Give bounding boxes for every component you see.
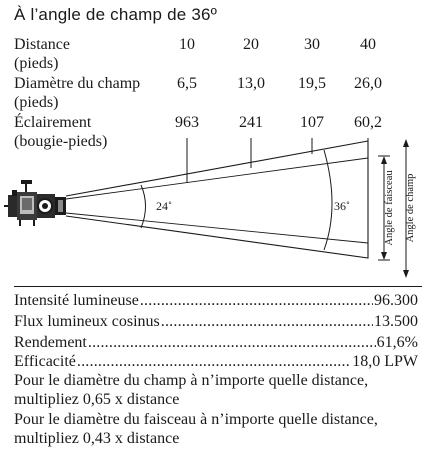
illuminance-value: 107 xyxy=(300,114,324,131)
field-diameter-value: 6,5 xyxy=(177,75,197,92)
page-title: À l’angle de champ de 36º xyxy=(14,5,218,24)
note-line: multipliez 0,65 x distance xyxy=(14,391,180,408)
beam-angle-label: Angle de faisceau xyxy=(384,170,395,246)
distance-value: 40 xyxy=(360,36,376,53)
outer-angle-label: 36˚ xyxy=(334,199,350,213)
leader-dots xyxy=(161,312,373,331)
field-diameter-value: 13,0 xyxy=(237,75,265,92)
spec-row-efficacy xyxy=(14,352,418,371)
divider xyxy=(14,286,422,287)
spec-label: Flux lumineux cosinus xyxy=(14,313,160,330)
field-angle-label: Angle de champ xyxy=(405,173,416,243)
spec-label: Intensité lumineuse xyxy=(14,292,139,309)
leader-dots xyxy=(140,291,373,310)
row-unit-distance: (pieds) xyxy=(14,55,59,72)
beam-edge-top xyxy=(66,158,368,199)
beam-diagram xyxy=(0,138,437,280)
leader-dots xyxy=(77,352,351,371)
luminaire-icon xyxy=(4,180,66,226)
illuminance-value: 241 xyxy=(239,114,263,131)
beam-edge-bottom xyxy=(66,213,368,243)
field-arrow-bottom xyxy=(403,270,409,278)
illuminance-value: 60,2 xyxy=(354,114,382,131)
row-label-distance: Distance xyxy=(14,36,70,53)
leader-dots xyxy=(88,333,376,352)
field-cone-outline xyxy=(66,141,368,258)
illuminance-value: 963 xyxy=(175,114,199,131)
row-unit-illuminance: (bougie-pieds) xyxy=(14,133,108,150)
distance-value: 20 xyxy=(243,36,259,53)
spec-value: 61,6% xyxy=(376,334,418,351)
field-diameter-value: 19,5 xyxy=(298,75,326,92)
distance-value: 10 xyxy=(179,36,195,53)
field-arrow-top xyxy=(403,139,409,147)
note-line: Pour le diamètre du faisceau à n’importe quelle distance, xyxy=(14,411,378,428)
note-line: multipliez 0,43 x distance xyxy=(14,430,180,447)
spec-row-efficiency xyxy=(14,333,418,352)
outer-angle-arc xyxy=(324,150,332,250)
note-line: Pour le diamètre du champ à n’importe quelle distance, xyxy=(14,372,369,389)
spec-value: 18,0 LPW xyxy=(352,353,418,370)
field-diameter-value: 26,0 xyxy=(354,75,382,92)
beam-arrow-top xyxy=(381,156,387,164)
inner-angle-label: 24˚ xyxy=(156,199,172,213)
spec-row-intensity xyxy=(14,291,418,310)
spec-value: 96.300 xyxy=(374,292,418,309)
spec-value: 13.500 xyxy=(374,313,418,330)
spec-row-flux xyxy=(14,312,418,331)
spec-label: Efficacité xyxy=(14,353,76,370)
row-label-field-diameter: Diamètre du champ xyxy=(14,75,141,92)
spec-label: Rendement xyxy=(14,334,87,351)
inner-angle-arc xyxy=(141,185,146,228)
row-unit-field-diameter: (pieds) xyxy=(14,94,59,111)
row-label-illuminance: Éclairement xyxy=(14,114,92,131)
beam-arrow-bottom xyxy=(381,252,387,260)
distance-value: 30 xyxy=(304,36,320,53)
